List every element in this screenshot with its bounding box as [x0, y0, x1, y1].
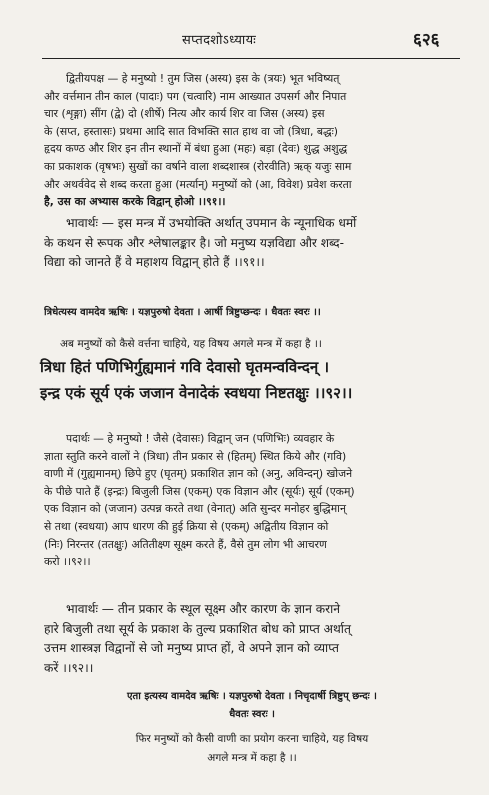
- text-line: उत्तम शास्त्रज्ञ विद्वानों से जो मनुष्य प्राप्त हों, वे अपने ज्ञान को व्याप्त: [44, 641, 339, 655]
- text-line: के पीछे पाते हैं (इन्द्रः) बिजुली जिस (एकम्) एक विज्ञान और (सूर्यः) सूर्य (एकम्): [44, 484, 355, 498]
- text-line: से तथा (स्वधया) आप धारण की हुई क्रिया से (एकम्) अद्वितीय विज्ञान को: [44, 519, 329, 533]
- text-line: धैवतः स्वरः ।: [229, 708, 275, 720]
- text-line: एता इत्यस्य वामदेव ऋषिः । यज्ञपुरुषो देवता । निचृदार्षी त्रिष्टुप् छन्दः ।: [127, 691, 377, 702]
- mantra-line-2: इन्द्र एकं सूर्य एकं जजान वेनादेकं स्वधया निष्टतक्षुः ।।९२।।: [40, 384, 353, 402]
- text-line: भावार्थः — इस मन्त्र में उभयोक्ति अर्थात् उपमान के न्यूनाधिक धर्मो: [66, 216, 357, 230]
- intro-line-2: [44, 730, 460, 768]
- bhavartha-paragraph-1: [44, 214, 460, 273]
- text-line: करो ।।९२।।: [44, 555, 91, 569]
- text-line: अब मनुष्यों को कैसे वर्त्तना चाहिये, यह विषय अगले मन्त्र में कहा है ।।: [60, 338, 322, 350]
- text-line: फिर मनुष्यों को कैसी वाणी का प्रयोग करना चाहिये, यह विषय: [135, 733, 369, 745]
- text-line: त्रिधेत्यस्य वामदेव ऋषिः । यज्ञपुरुषो देवता । आर्षी त्रिष्टुप्छन्दः । धैवतः स्वरः ।।: [44, 307, 321, 318]
- text-line: के कथन से रूपक और श्लेषालङ्कार है। जो मनुष्य यज्ञविद्या और शब्द-: [44, 235, 344, 250]
- text-line: है, उस का अभ्यास करके विद्वान् होओ ।।९१।।: [44, 195, 226, 209]
- text-line: हृदय कण्ठ और शिर इन तीन स्थानों में बंधा हुआ (महः) बड़ा (देवः) शुद्ध अशुद्ध: [44, 142, 348, 156]
- text-line: चार (शृङ्गा) सींग (द्वे) दो (शीर्षे) नित्य और कार्य शिर वा जिस (अस्य) इस: [44, 107, 325, 121]
- mantra-verse: [40, 354, 460, 406]
- text-line: वाणी में (गुह्यमानम्) छिपे हुए (घृतम्) प्रकाशित ज्ञान को (अनु, अविन्दन्) खोजने: [44, 467, 353, 481]
- text-line: भावार्थः — तीन प्रकार के स्थूल सूक्ष्म और कारण के ज्ञान कराने: [66, 602, 340, 616]
- text-line: के (सप्त, हस्तासः) प्रथमा आदि सात विभक्ति सात हाथ वा जो (त्रिधा, बद्धः): [44, 124, 339, 138]
- text-line: करें ।।९२।।: [44, 660, 94, 675]
- text-line: विद्या को जानते हैं वे महाशय विद्वान् होते हैं ।।९१।।: [44, 255, 265, 269]
- text-line: (निः) निरन्तर (ततक्षुः) अतितीक्ष्ण सूक्ष्म करते हैं, वैसे तुम लोग भी आचरण: [44, 537, 327, 551]
- text-line: एक विज्ञान को (जजान) उत्पन्न करते तथा (वेनात्) अति सुन्दर मनोहर बुद्धिमान्: [44, 502, 346, 516]
- text-line: और वर्त्तमान तीन काल (पादाः) पग (चत्वारि) नाम आख्यात उपसर्ग और निपात: [44, 89, 347, 103]
- rishi-devata-line-1: [44, 304, 460, 322]
- intro-line-1: [60, 336, 460, 354]
- text-line: और अथर्ववेद से शब्द करता हुआ (मर्त्यान्) मनुष्यों को (आ, विवेश) प्रवेश करता: [44, 177, 352, 191]
- text-line: अगले मन्त्र में कहा है ।।: [207, 752, 297, 764]
- page-number: ६२६: [413, 30, 440, 50]
- text-line: पदार्थः — हे मनुष्यो ! जैसे (देवासः) विद्वान् जन (पणिभिः) व्यवहार के: [66, 432, 335, 445]
- text-line: द्वितीयपक्ष — हे मनुष्यो ! तुम जिस (अस्य) इस के (त्रयः) भूत भविष्यत्: [66, 72, 340, 85]
- chapter-title: सप्तदशोऽध्यायः: [182, 33, 257, 48]
- dvitiya-paksha-paragraph: [44, 70, 460, 211]
- rishi-devata-line-2: [44, 688, 460, 723]
- text-line: हारे बिजुली तथा सूर्य के प्रकाश के तुल्य प्रकाशित बोध को प्राप्त अर्थात्: [44, 621, 351, 636]
- header-rule: [42, 58, 460, 59]
- mantra-line-1: त्रिधा हितं पणिभिर्गुह्यमानं गवि देवासो घृतमन्वविन्दन् ।: [40, 358, 330, 376]
- text-line: का प्रकाशक (वृषभः) सुखों का वर्षाने वाला शब्दशास्त्र (रोरवीति) ऋक् यजुः साम: [44, 159, 352, 173]
- padartha-paragraph: [44, 430, 460, 571]
- bhavartha-paragraph-2: [44, 600, 460, 678]
- text-line: ज्ञाता स्तुति करने वालों ने (त्रिधा) तीन प्रकार से (हितम्) स्थित किये और (गवि): [44, 449, 347, 463]
